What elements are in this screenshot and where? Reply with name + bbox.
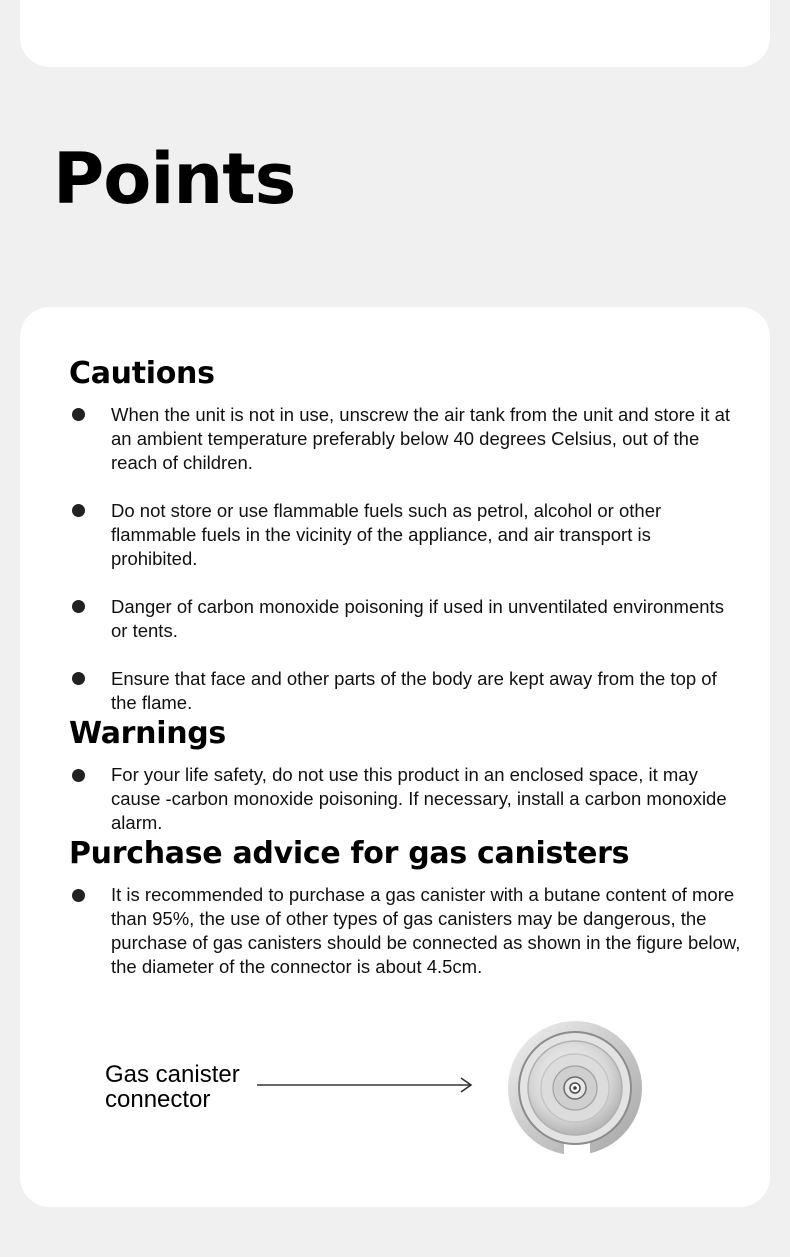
list-item-text: For your life safety, do not use this product in an enclosed space, it may cause -carbon monoxide poisoning. If necessary, install a carbon monoxide alarm. (111, 764, 727, 833)
purchase-advice-heading: Purchase advice for gas canisters (69, 836, 630, 871)
bullet-icon (72, 600, 85, 613)
bullet-icon (72, 408, 85, 421)
warnings-heading: Warnings (69, 716, 226, 751)
bullet-icon (72, 769, 85, 782)
bullet-icon (72, 672, 85, 685)
list-item-text: Ensure that face and other parts of the body are kept away from the top of the flame. (111, 668, 717, 713)
cautions-heading: Cautions (69, 356, 215, 391)
page-title: Points (53, 138, 296, 220)
list-item-text: Danger of carbon monoxide poisoning if used in unventilated environments or tents. (111, 596, 724, 641)
top-card (20, 0, 770, 67)
list-item-text: It is recommended to purchase a gas canister with a butane content of more than 95%, the use of other types of gas canisters may be dangerous, the purchase of gas canisters should be connected as shown in the figure below, the diameter of the connector is about 4.5cm. (111, 884, 741, 977)
connector-label: Gas canister connector (105, 1061, 240, 1113)
list-item-text: When the unit is not in use, unscrew the air tank from the unit and store it at an ambient temperature preferably below 40 degrees Celsius, out of the reach of children. (111, 404, 731, 473)
bullet-icon (72, 889, 85, 902)
arrow-right-icon (255, 1077, 477, 1093)
list-item-text: Do not store or use flammable fuels such as petrol, alcohol or other flammable fuels in the vicinity of the appliance, and air transport is prohibited. (111, 500, 662, 569)
bullet-icon (72, 504, 85, 517)
points-card (20, 307, 770, 1207)
gas-canister-connector-icon (505, 1020, 645, 1160)
